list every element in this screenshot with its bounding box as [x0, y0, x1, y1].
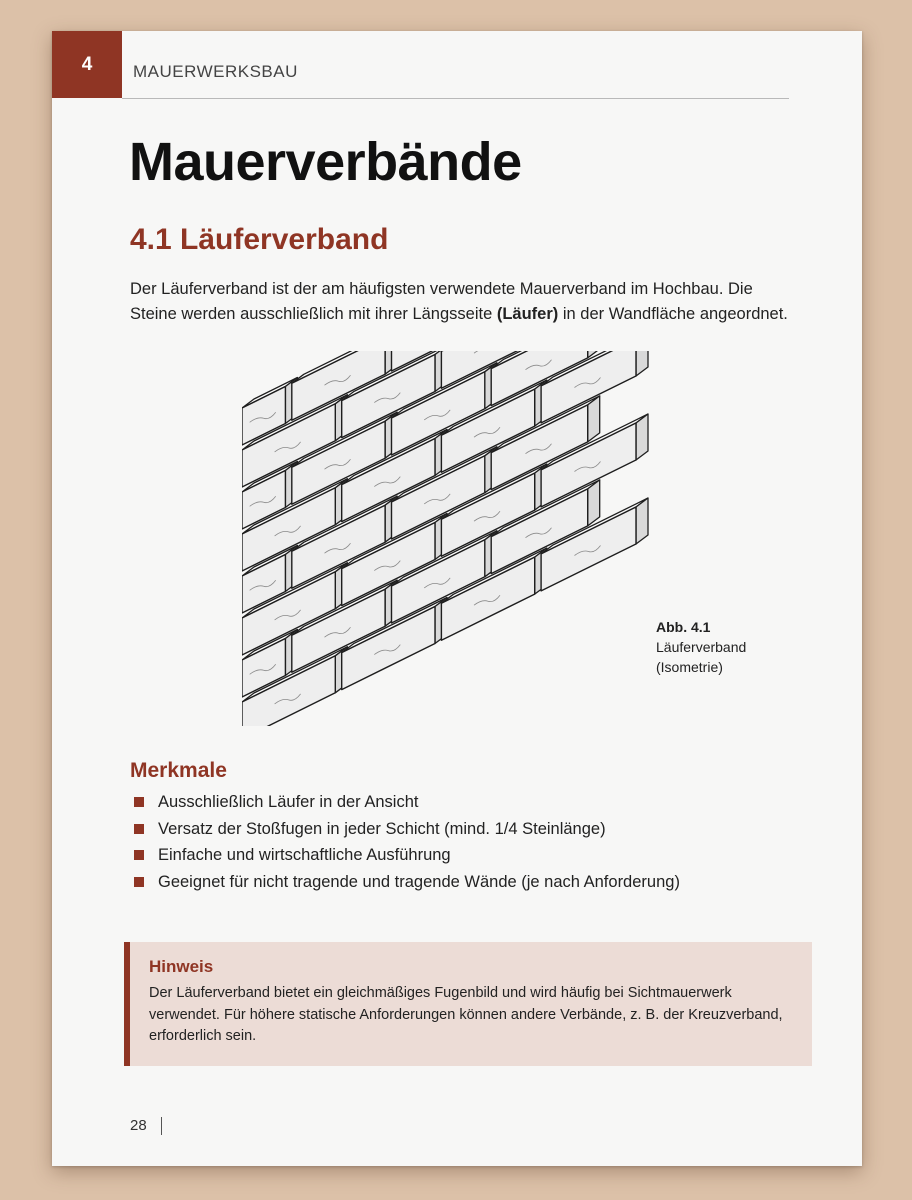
page-number-divider [161, 1117, 162, 1135]
intro-bold-term: (Läufer) [496, 305, 559, 323]
chapter-number: 4 [81, 53, 93, 75]
note-title: Hinweis [149, 957, 214, 976]
note-text: Der Läuferverband bietet ein gleichmäßiges Fugenbild und wird häufig bei Sichtmauerwerk verwendet. Für höhere statische Anforderungen können andere Verbände, z. B. der Kreuzverband, erforderlich sein. [149, 985, 783, 1044]
list-item [132, 869, 680, 896]
square-bullet-icon [134, 850, 144, 860]
list-item-text: Einfache und wirtschaftliche Ausführung [158, 846, 451, 864]
features-heading: Merkmale [130, 759, 227, 782]
features-list [132, 789, 680, 895]
figure-number: Abb. 4.1 [656, 619, 711, 635]
intro-paragraph [130, 277, 790, 327]
header-divider [122, 98, 789, 99]
square-bullet-icon [134, 797, 144, 807]
chapter-title: MAUERWERKSBAU [133, 62, 298, 81]
figure-caption-line-2: (Isometrie) [656, 659, 723, 675]
square-bullet-icon [134, 824, 144, 834]
list-item-text: Versatz der Stoßfugen in jeder Schicht (mind. 1/4 Steinlänge) [158, 819, 606, 838]
section-heading: 4.1 Läuferverband [130, 223, 389, 256]
brick-wall-illustration [242, 351, 662, 726]
intro-text-2: in der Wandfläche angeordnet. [558, 305, 788, 323]
note-box [124, 942, 812, 1066]
list-item-text: Geeignet für nicht tragende und tragende Wände (je nach Anforderung) [158, 872, 680, 891]
square-bullet-icon [134, 877, 144, 887]
intro-text-1: Der Läuferverband ist der am häufigsten verwendete Mauerverband im Hochbau. Die Steine werden ausschließlich mit ihrer Längsseite [130, 280, 753, 323]
list-item [132, 789, 680, 816]
figure-caption [656, 617, 746, 677]
list-item [132, 842, 680, 869]
page-number: 28 [130, 1117, 147, 1134]
list-item-text: Ausschließlich Läufer in der Ansicht [158, 793, 419, 811]
figure-caption-line-1: Läuferverband [656, 639, 747, 655]
page-title: Mauerverbände [129, 132, 522, 192]
list-item [132, 816, 680, 843]
chapter-number-badge [52, 31, 122, 98]
document-page [52, 31, 862, 1166]
